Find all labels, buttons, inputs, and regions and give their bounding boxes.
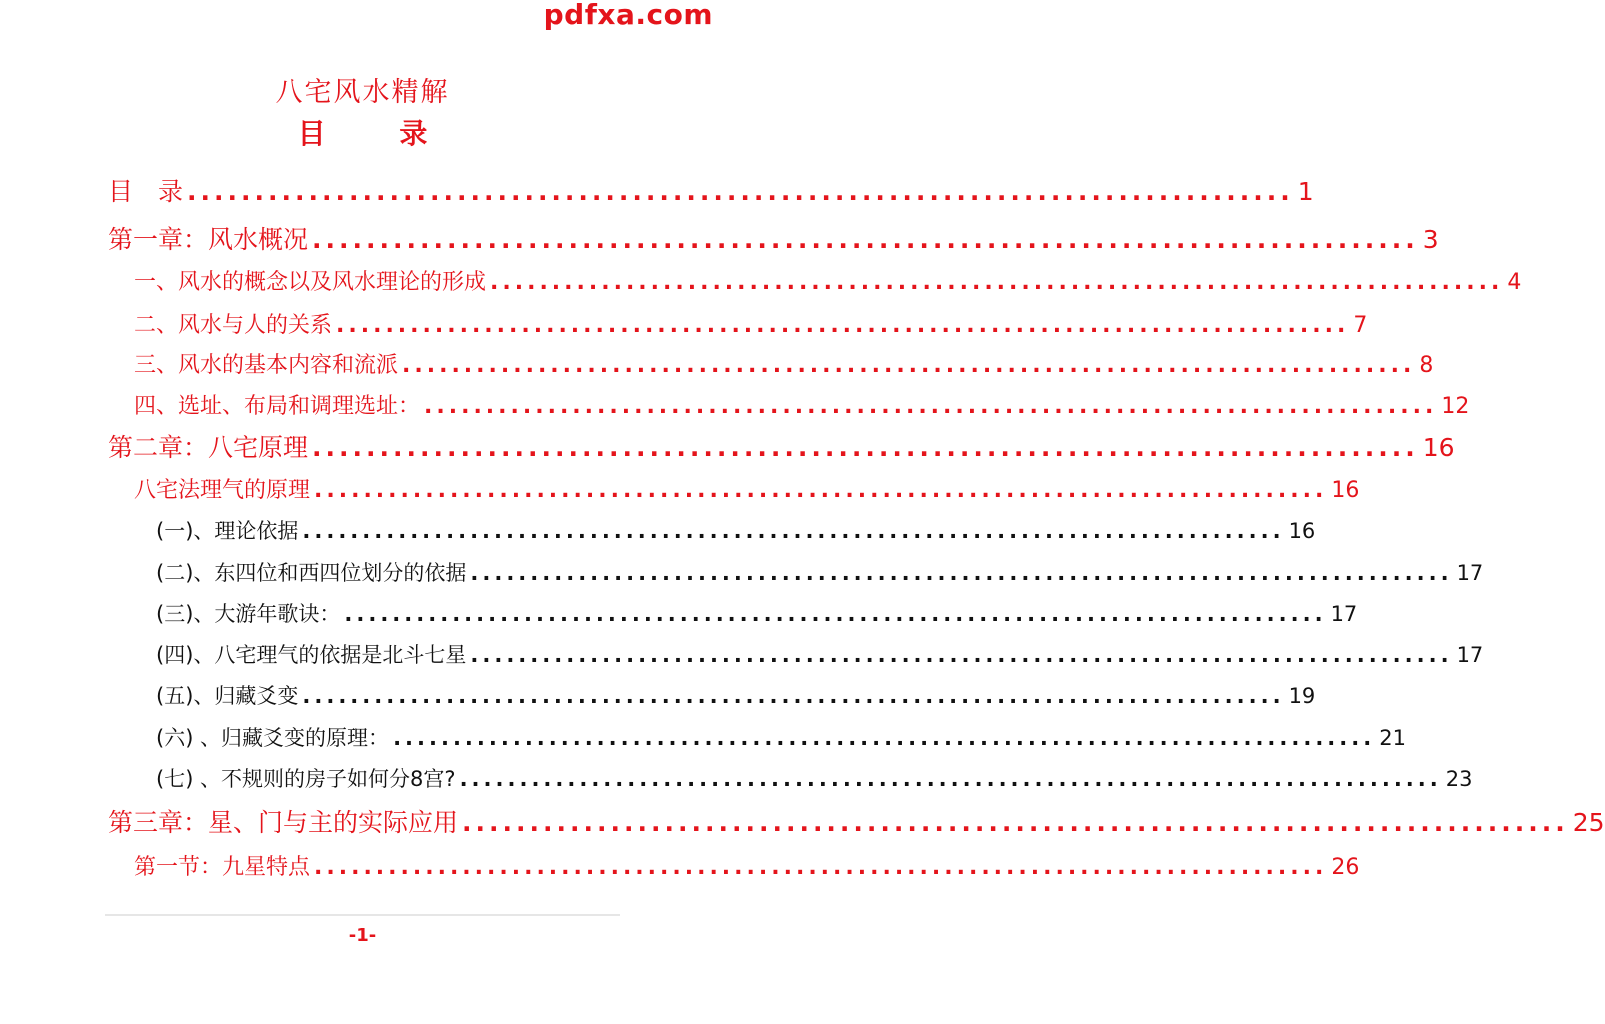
toc-entry-page: 26 [1331,855,1360,880]
toc-entry-page: 21 [1379,726,1406,750]
toc-entry-page: 16 [1422,433,1455,462]
toc-entry-label: (六) 、归藏爻变的原理： [156,726,390,750]
toc-entry-label: 第一章：风水概况 [108,225,309,254]
toc-entry-section-1-4[interactable] [134,389,1470,420]
toc-entry-chapter-3[interactable] [108,803,1605,839]
toc-entry-page: 8 [1419,353,1434,378]
book-title: 八宅风水精解 [275,77,450,108]
dot-leader: .................................................................................. [314,855,1328,880]
toc-entry-page: 23 [1445,767,1473,791]
toc-heading: 目 录 [297,117,460,150]
dot-leader: .................................................................................. [424,394,1438,419]
toc-entry-page: 12 [1441,394,1470,419]
toc-entry-page: 7 [1353,313,1368,338]
toc-entry-chapter-2[interactable] [108,428,1455,464]
toc-entry-subsection-6[interactable] [156,722,1406,752]
toc-entry-section-2-1[interactable] [134,473,1360,504]
dot-leader: .................................................................................. [312,433,1419,462]
dot-leader: .................................................................................. [402,353,1416,378]
toc-entry-page: 17 [1456,643,1484,667]
dot-leader: .................................................................................. [302,684,1285,708]
dot-leader: .................................................................................. [470,643,1453,667]
dot-leader: .................................................................................. [459,767,1442,791]
toc-entry-label: 八宅法理气的原理 [134,478,311,503]
toc-entry-subsection-3[interactable] [156,598,1358,628]
toc-entry-subsection-2[interactable] [156,557,1484,587]
toc-entry-page: 19 [1288,684,1316,708]
toc-entry-label: 第三章：星、门与主的实际应用 [108,808,459,837]
dot-leader: .................................................................................. [187,177,1294,206]
toc-entry-page: 16 [1331,478,1360,503]
dot-leader: .................................................................................. [462,808,1569,837]
toc-entry-subsection-5[interactable] [156,680,1316,710]
toc-entry-page: 17 [1330,602,1358,626]
dot-leader: .................................................................................. [393,726,1376,750]
toc-entry-page: 3 [1422,225,1439,254]
toc-entry-label: 一、风水的概念以及风水理论的形成 [134,270,487,295]
dot-leader: .................................................................................. [302,519,1285,543]
toc-entry-label: 目 录 [108,177,184,206]
toc-entry-section-1-2[interactable] [134,308,1368,339]
toc-entry-contents[interactable] [108,172,1314,208]
toc-entry-page: 4 [1507,270,1522,295]
toc-entry-subsection-4[interactable] [156,639,1484,669]
toc-entry-page: 16 [1288,519,1316,543]
toc-entry-chapter-1[interactable] [108,220,1439,256]
dot-leader: .................................................................................. [314,478,1328,503]
footer-divider [105,914,620,916]
toc-entry-section-3-1[interactable] [134,850,1360,881]
toc-entry-label: (五)、归藏爻变 [156,684,299,708]
toc-entry-page: 17 [1456,561,1484,585]
watermark-logo: pdfxa.com [543,0,713,31]
dot-leader: .................................................................................. [312,225,1419,254]
toc-entry-label: 第一节：九星特点 [134,855,311,880]
dot-leader: .................................................................................. [344,602,1327,626]
dot-leader: .................................................................................. [490,270,1504,295]
toc-entry-label: 二、风水与人的关系 [134,313,333,338]
page-number: -1- [348,925,377,946]
toc-entry-section-1-3[interactable] [134,348,1434,379]
toc-entry-label: (一)、理论依据 [156,519,299,543]
toc-entry-subsection-1[interactable] [156,515,1316,545]
toc-entry-label: 四、选址、布局和调理选址： [134,394,421,419]
toc-entry-label: (四)、八宅理气的依据是北斗七星 [156,643,467,667]
toc-entry-label: (三)、大游年歌诀： [156,602,341,626]
toc-entry-label: (二)、东四位和西四位划分的依据 [156,561,467,585]
toc-entry-page: 25 [1572,808,1605,837]
toc-entry-subsection-7[interactable] [156,763,1473,793]
toc-entry-section-1-1[interactable] [134,265,1522,296]
dot-leader: .................................................................................. [336,313,1350,338]
toc-entry-label: (七) 、不规则的房子如何分8宫? [156,767,456,791]
toc-entry-label: 第二章：八宅原理 [108,433,309,462]
toc-entry-page: 1 [1297,177,1314,206]
toc-entry-label: 三、风水的基本内容和流派 [134,353,399,378]
dot-leader: .................................................................................. [470,561,1453,585]
